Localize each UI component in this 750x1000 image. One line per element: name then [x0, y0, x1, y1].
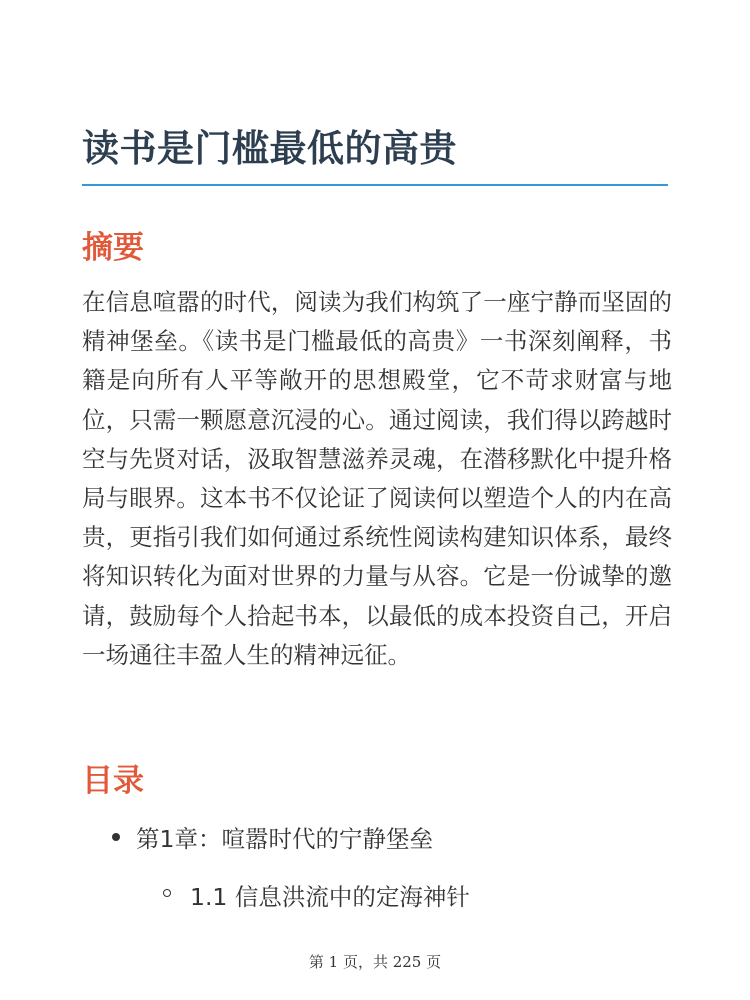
- bullet-circle-icon: [163, 889, 171, 897]
- abstract-heading: 摘要: [82, 230, 144, 266]
- toc-item-chapter-1[interactable]: 第1章：喧嚣时代的宁静堡垒: [136, 825, 433, 853]
- page-footer: 第 1 页，共 225 页: [308, 953, 442, 971]
- abstract-paragraph: 在信息喧嚣的时代，阅读为我们构筑了一座宁静而坚固的精神堡垒。《读书是门槛最低的高贵》一书深刻阐释，书籍是向所有人平等敞开的思想殿堂，它不苛求财富与地位，只需一颗愿意沉浸的心。通过阅读，我们得以跨越时空与先贤对话，汲取智慧滋养灵魂，在潜移默化中提升格局与眼界。这本书不仅论证了阅读何以塑造个人的内在高贵，更指引我们如何通过系统性阅读构建知识体系，最终将知识转化为面对世界的力量与从容。它是一份诚挚的邀请，鼓励每个人拾起书本，以最低的成本投资自己，开启一场通往丰盈人生的精神远征。: [82, 288, 672, 669]
- bullet-disc-icon: [112, 833, 120, 841]
- toc-item-section-1-1[interactable]: 1.1 信息洪流中的定海神针: [190, 883, 470, 911]
- toc-heading: 目录: [82, 763, 144, 799]
- title-divider: [82, 184, 668, 186]
- document-title: 读书是门槛最低的高贵: [82, 127, 457, 170]
